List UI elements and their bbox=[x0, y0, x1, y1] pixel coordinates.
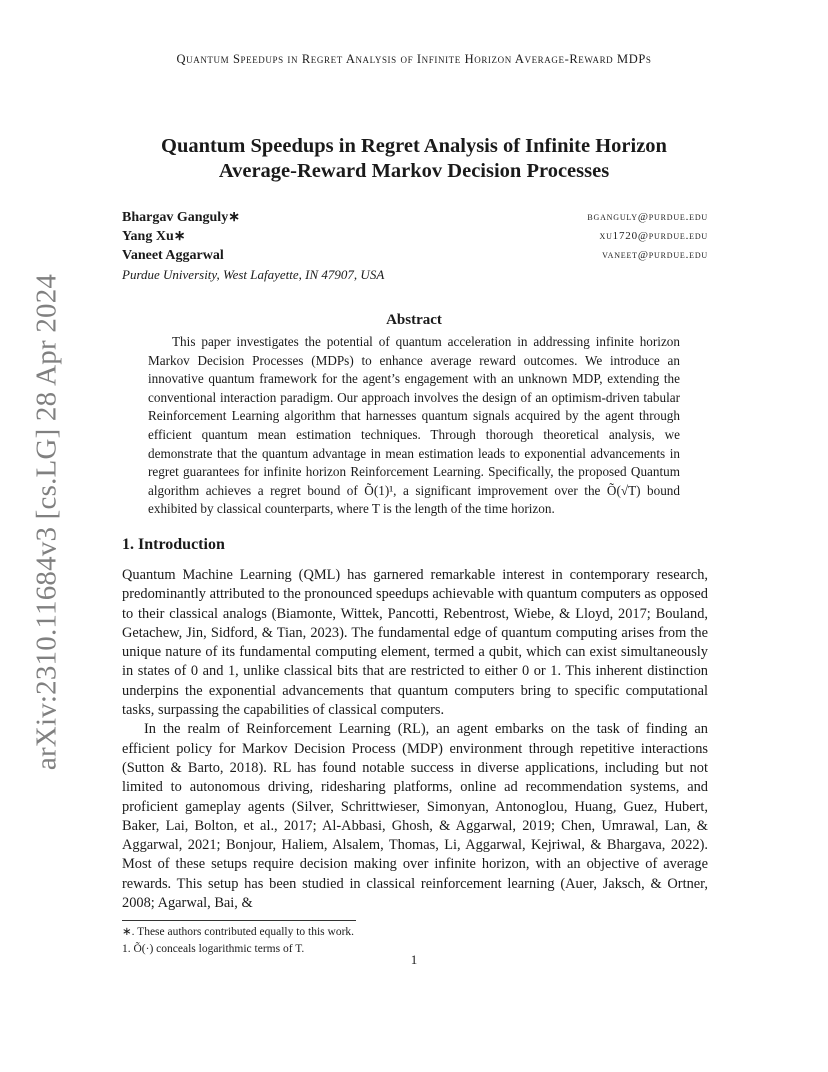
affiliation: Purdue University, West Lafayette, IN 47907, USA bbox=[122, 267, 385, 282]
author-row bbox=[122, 208, 708, 227]
author-email: vaneet@purdue.edu bbox=[602, 249, 708, 261]
arxiv-id-label: arXiv:2310.11684v3 [cs.LG] 28 Apr 2024 bbox=[30, 273, 63, 771]
author-name: Bhargav Ganguly∗ bbox=[122, 210, 240, 225]
page-number: 1 bbox=[410, 952, 418, 967]
author-name: Yang Xu∗ bbox=[122, 229, 186, 244]
author-name: Vaneet Aggarwal bbox=[122, 248, 224, 263]
paper-title bbox=[100, 134, 728, 184]
arxiv-id-sidebar bbox=[23, 273, 71, 771]
author-block bbox=[122, 208, 708, 284]
footnote: 1. Õ(·) conceals logarithmic terms of T. bbox=[122, 943, 305, 955]
author-row bbox=[122, 227, 708, 246]
title-line-1: Quantum Speedups in Regret Analysis of Infinite Horizon bbox=[161, 135, 667, 157]
section-body bbox=[122, 566, 708, 913]
author-email: xu1720@purdue.edu bbox=[599, 230, 708, 242]
running-head: Quantum Speedups in Regret Analysis of Infinite Horizon Average-Reward MDPs bbox=[176, 52, 652, 66]
abstract-text: This paper investigates the potential of quantum acceleration in addressing infinite horizon Markov Decision Processes (MDPs) to enhance average reward outcomes. We introduce an innovative quantum framework for the agent’s engagement with an unknown MDP, extending the conventional interaction paradigm. Our approach involves the design of an optimism-driven tabular Reinforcement Learning algorithm that harnesses quantum signals acquired by the agent through efficient quantum mean estimation techniques. Through thorough theoretical analysis, we demonstrate that the quantum advantage in mean estimation leads to exponential advancements in regret guarantees for infinite horizon Reinforcement Learning. Specifically, the proposed Quantum algorithm achieves a regret bound of Õ(1)¹, a significant improvement over the Õ(√T) bound exhibited by classical counterparts, where T is the length of the time horizon. bbox=[148, 334, 680, 517]
title-line-2: Average-Reward Markov Decision Processes bbox=[218, 160, 610, 182]
paragraph: Quantum Machine Learning (QML) has garnered remarkable interest in contemporary research, predominantly attributed to the pronounced speedups achievable with quantum computers as opposed to their classical analogs (Biamonte, Wittek, Pancotti, Rebentrost, Wiebe, & Lloyd, 2017; Bouland, Getachew, Jin, Sidford, & Tian, 2023). The fundamental edge of quantum computing arises from the unique nature of its fundamental computing element, termed a qubit, which can exist simultaneously in states of 0 and 1, unlike classical bits that are restricted to either 0 or 1. This inherent distinction underpins the exponential advancements that quantum computers bring to specific computational tasks, surpassing the capabilities of classical computers. bbox=[122, 567, 708, 719]
footnote: ∗. These authors contributed equally to this work. bbox=[122, 926, 355, 938]
author-row bbox=[122, 246, 708, 265]
section-heading: 1. Introduction bbox=[122, 536, 225, 553]
abstract-heading: Abstract bbox=[386, 312, 442, 328]
author-email: bganguly@purdue.edu bbox=[587, 211, 708, 223]
footnote-divider bbox=[122, 920, 356, 921]
paragraph: In the realm of Reinforcement Learning (RL), an agent embarks on the task of finding an efficient policy for Markov Decision Process (MDP) environment through repetitive interactions (Sutton & Barto, 2018). RL has found notable success in diverse applications, including but not limited to autonomous driving, ridesharing platforms, online ad recommendation systems, and proficient gameplay agents (Silver, Schrittwieser, Simonyan, Antonoglou, Huang, Guez, Hubert, Baker, Lai, Bolton, et al., 2017; Al-Abbasi, Ghosh, & Aggarwal, 2019; Chen, Umrawal, Lan, & Aggarwal, 2021; Bonjour, Haliem, Alsalem, Thomas, Li, Aggarwal, Kejriwal, & Bhargava, 2022). Most of these setups require decision making over infinite horizon, with an objective of average rewards. This setup has been studied in classical reinforcement learning (Auer, Jaksch, & Ortner, 2008; Agarwal, Bai, & bbox=[122, 721, 708, 912]
